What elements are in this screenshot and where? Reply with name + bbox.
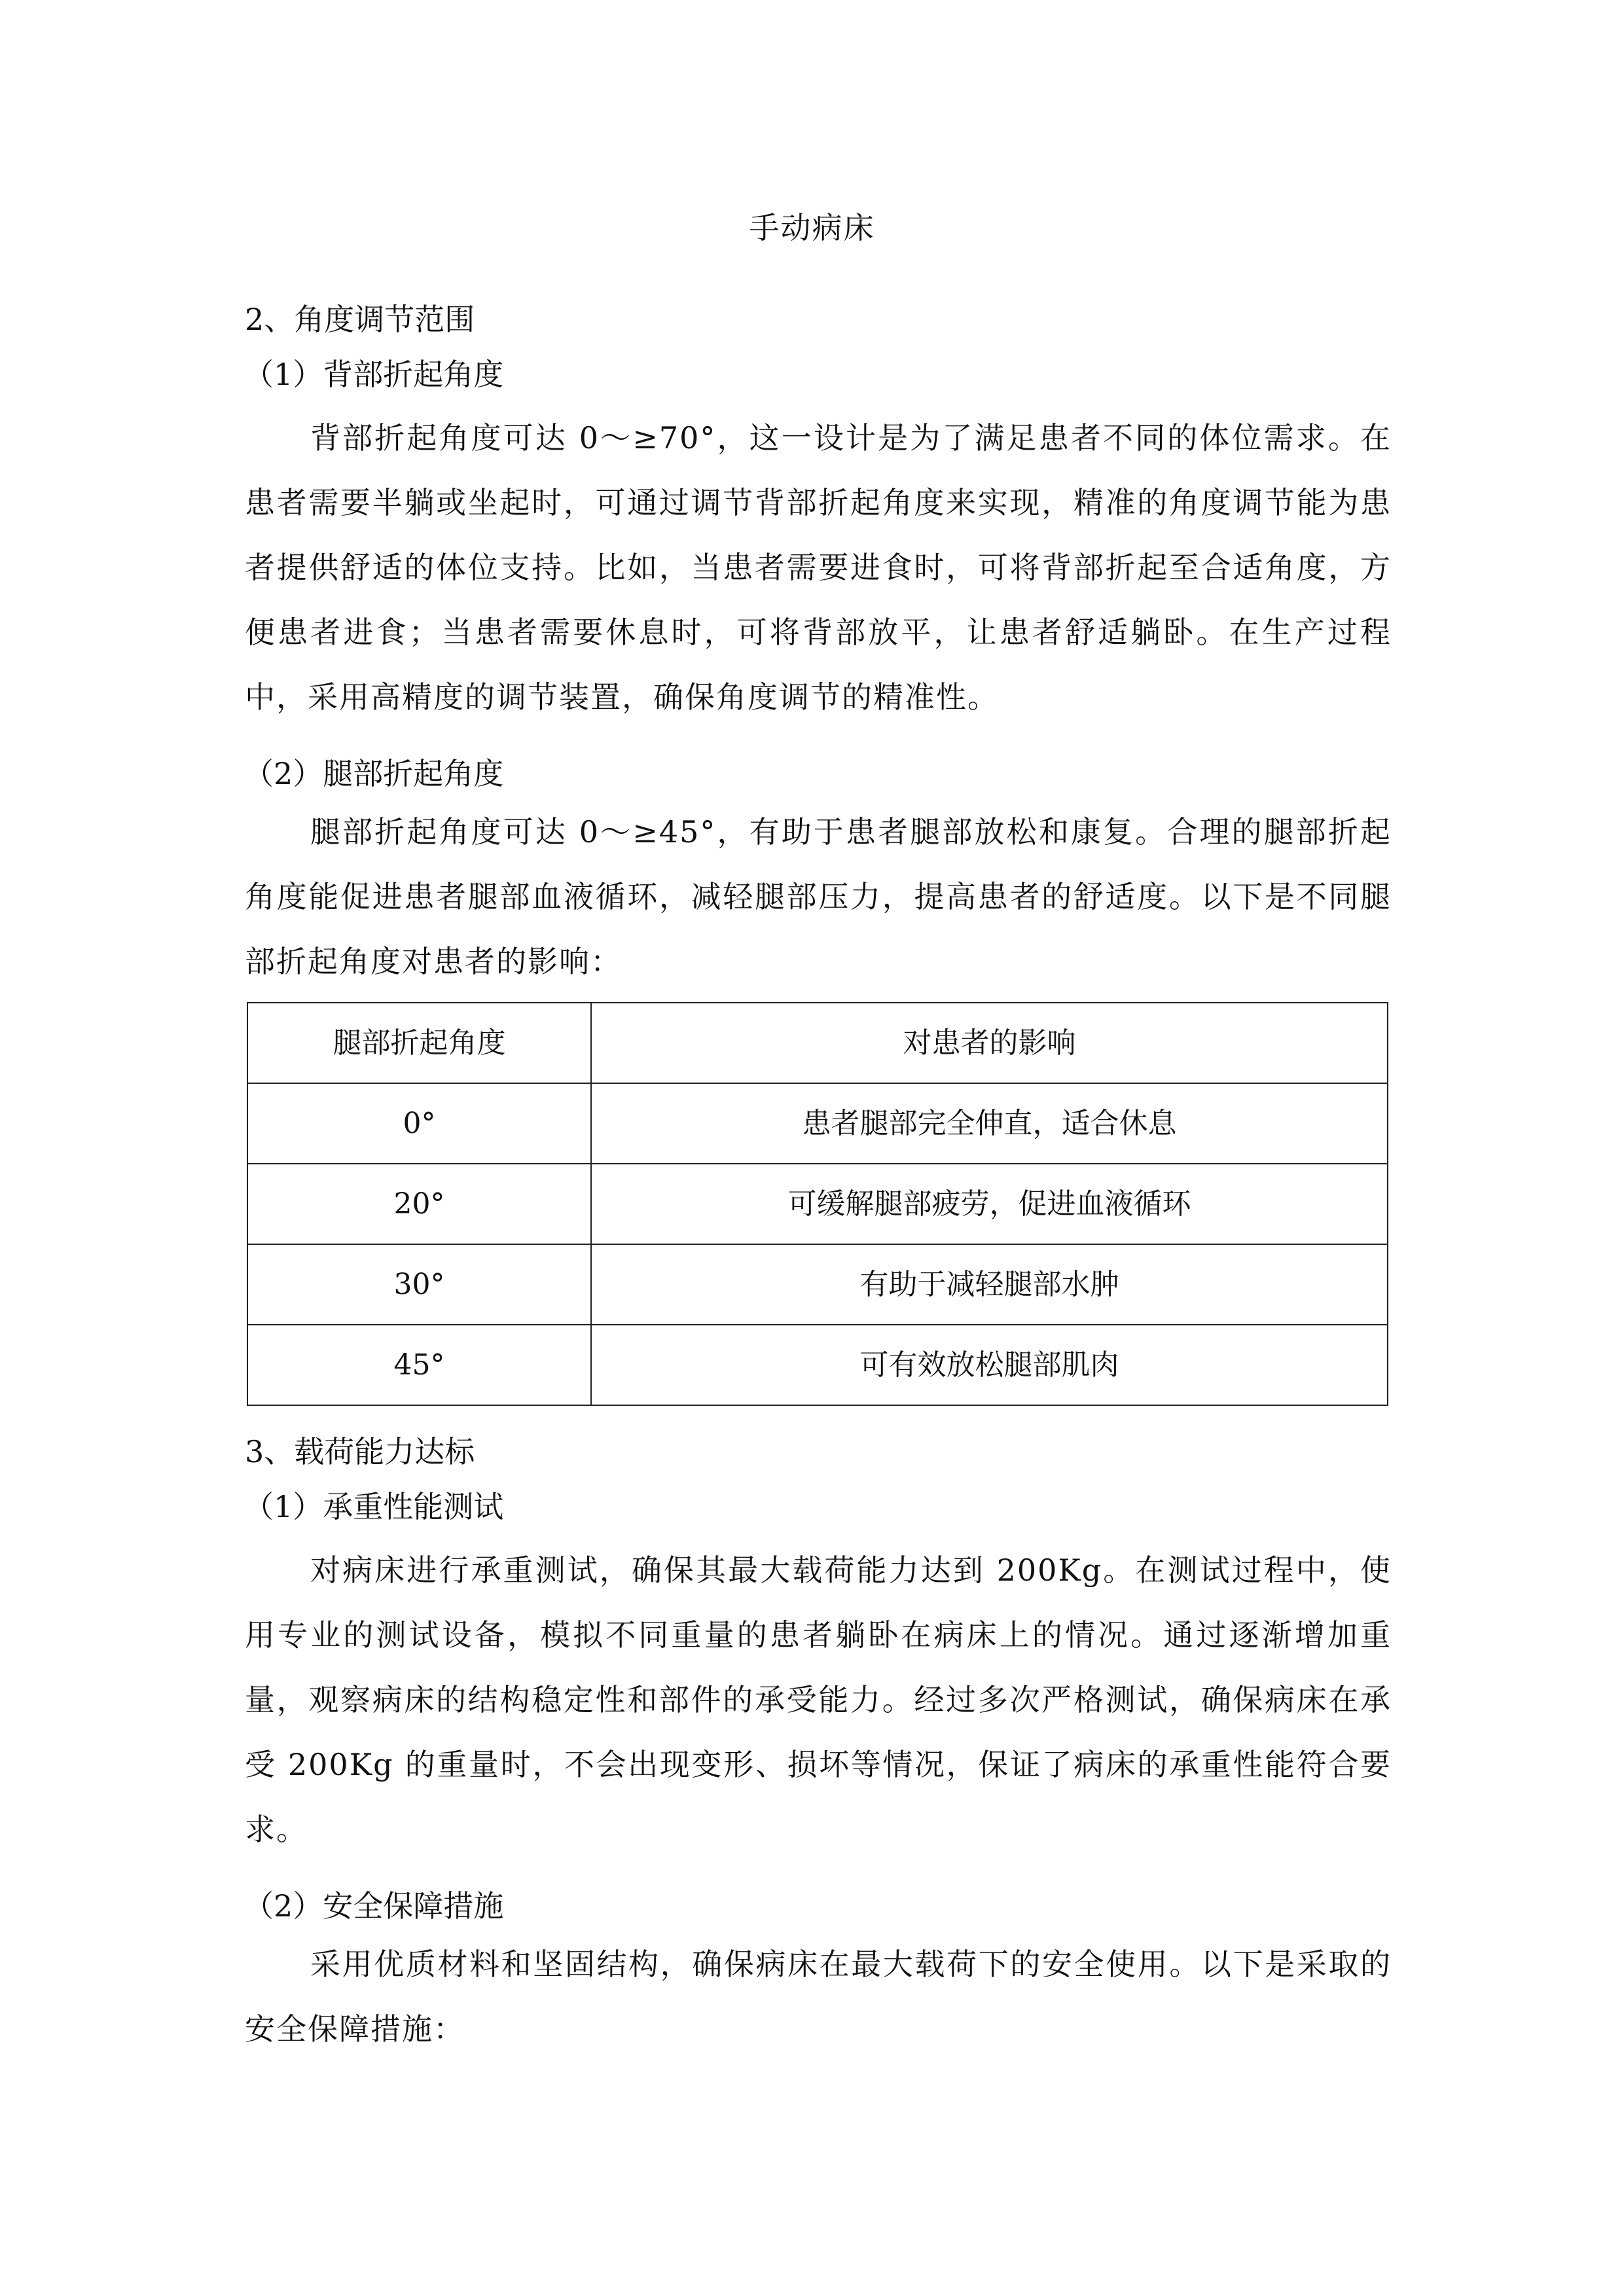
section-2-1-heading: （1）背部折起角度 [244, 357, 504, 392]
table-header-row [247, 1003, 1388, 1083]
table-header-cell: 对患者的影响 [591, 1003, 1388, 1083]
table-row [247, 1164, 1388, 1244]
section-2-1-paragraph: 背部折起角度可达 0～≥70°，这一设计是为了满足患者不同的体位需求。在患者需要半躺或坐起时，可通过调节背部折起角度来实现，精准的角度调节能为患者提供舒适的体位支持。比如，当患者需要进食时，可将背部折起至合适角度，方便患者进食；当患者需要休息时，可将背部放平，让患者舒适躺卧。在生产过程中，采用高精度的调节装置，确保角度调节的精准性。 [245, 420, 1392, 715]
table-cell-angle: 30° [247, 1244, 591, 1325]
table-cell-angle: 45° [247, 1325, 591, 1405]
table-row [247, 1325, 1388, 1405]
table-row [247, 1244, 1388, 1325]
section-3-2-paragraph: 采用优质材料和坚固结构，确保病床在最大载荷下的安全使用。以下是采取的安全保障措施： [245, 1946, 1392, 2047]
table-cell-effect: 有助于减轻腿部水肿 [591, 1244, 1388, 1325]
leg-angle-table [247, 1002, 1388, 1406]
section-2-heading: 2、角度调节范围 [245, 302, 475, 337]
table-cell-effect: 可缓解腿部疲劳，促进血液循环 [591, 1164, 1388, 1244]
section-3-2-heading: （2）安全保障措施 [244, 1888, 504, 1924]
section-3-1-paragraph: 对病床进行承重测试，确保其最大载荷能力达到 200Kg。在测试过程中，使用专业的测试设备，模拟不同重量的患者躺卧在病床上的情况。通过逐渐增加重量，观察病床的结构稳定性和部件的承受能力。经过多次严格测试，确保病床在承受 200Kg 的重量时，不会出现变形、损坏等情况，保证了病床的承重性能符合要求。 [245, 1552, 1392, 1847]
table-header-cell: 腿部折起角度 [247, 1003, 591, 1083]
table-cell-effect: 可有效放松腿部肌肉 [591, 1325, 1388, 1405]
table-cell-angle: 20° [247, 1164, 591, 1244]
section-2-2-paragraph: 腿部折起角度可达 0～≥45°，有助于患者腿部放松和康复。合理的腿部折起角度能促进患者腿部血液循环，减轻腿部压力，提高患者的舒适度。以下是不同腿部折起角度对患者的影响： [245, 814, 1392, 979]
section-3-heading: 3、载荷能力达标 [245, 1434, 475, 1469]
document-title: 手动病床 [749, 210, 875, 245]
section-2-2-heading: （2）腿部折起角度 [244, 756, 504, 791]
table-cell-effect: 患者腿部完全伸直，适合休息 [591, 1083, 1388, 1164]
table-row [247, 1083, 1388, 1164]
table-cell-angle: 0° [247, 1083, 591, 1164]
section-3-1-heading: （1）承重性能测试 [244, 1489, 504, 1524]
